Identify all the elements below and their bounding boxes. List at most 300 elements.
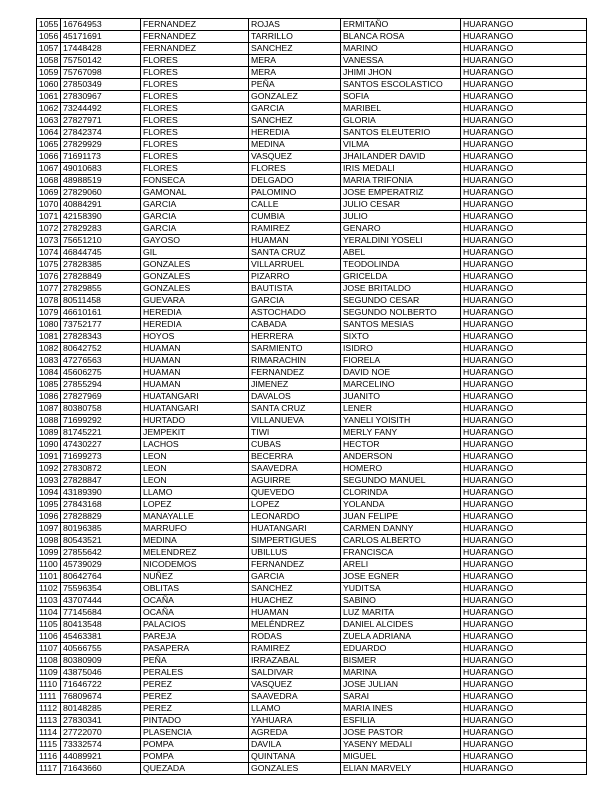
paternal-surname-cell: HEREDIA: [141, 319, 249, 331]
locality-cell: HUARANGO: [461, 739, 587, 751]
table-row: [37, 511, 587, 523]
locality-cell: HUARANGO: [461, 319, 587, 331]
given-names-cell: DANIEL ALCIDES: [341, 619, 461, 631]
dni-cell: 80148285: [61, 703, 141, 715]
dni-cell: 40884291: [61, 199, 141, 211]
table-row: [37, 127, 587, 139]
table-row: [37, 199, 587, 211]
locality-cell: HUARANGO: [461, 67, 587, 79]
row-number-cell: 1092: [37, 463, 61, 475]
given-names-cell: YERALDINI YOSELI: [341, 235, 461, 247]
locality-cell: HUARANGO: [461, 499, 587, 511]
table-row: [37, 751, 587, 763]
dni-cell: 80413548: [61, 619, 141, 631]
maternal-surname-cell: MERA: [249, 55, 341, 67]
table-row: [37, 679, 587, 691]
paternal-surname-cell: GIL: [141, 247, 249, 259]
paternal-surname-cell: PALACIOS: [141, 619, 249, 631]
table-row: [37, 427, 587, 439]
locality-cell: HUARANGO: [461, 103, 587, 115]
table-row: [37, 691, 587, 703]
dni-cell: 27850349: [61, 79, 141, 91]
given-names-cell: ISIDRO: [341, 343, 461, 355]
table-row: [37, 163, 587, 175]
paternal-surname-cell: FLORES: [141, 91, 249, 103]
row-number-cell: 1103: [37, 595, 61, 607]
maternal-surname-cell: QUINTANA: [249, 751, 341, 763]
locality-cell: HUARANGO: [461, 655, 587, 667]
maternal-surname-cell: SALDIVAR: [249, 667, 341, 679]
paternal-surname-cell: FLORES: [141, 115, 249, 127]
locality-cell: HUARANGO: [461, 151, 587, 163]
given-names-cell: SEGUNDO CESAR: [341, 295, 461, 307]
row-number-cell: 1057: [37, 43, 61, 55]
given-names-cell: JOSE EGNER: [341, 571, 461, 583]
locality-cell: HUARANGO: [461, 595, 587, 607]
given-names-cell: JULIO: [341, 211, 461, 223]
row-number-cell: 1079: [37, 307, 61, 319]
given-names-cell: SABINO: [341, 595, 461, 607]
row-number-cell: 1056: [37, 31, 61, 43]
paternal-surname-cell: FLORES: [141, 127, 249, 139]
given-names-cell: MARIA INES: [341, 703, 461, 715]
paternal-surname-cell: POMPA: [141, 739, 249, 751]
maternal-surname-cell: FERNANDEZ: [249, 559, 341, 571]
row-number-cell: 1111: [37, 691, 61, 703]
dni-cell: 46610161: [61, 307, 141, 319]
maternal-surname-cell: SIMPERTIGUES: [249, 535, 341, 547]
row-number-cell: 1107: [37, 643, 61, 655]
paternal-surname-cell: POMPA: [141, 751, 249, 763]
locality-cell: HUARANGO: [461, 331, 587, 343]
given-names-cell: JOSE BRITALDO: [341, 283, 461, 295]
dni-cell: 73752177: [61, 319, 141, 331]
row-number-cell: 1090: [37, 439, 61, 451]
given-names-cell: EDUARDO: [341, 643, 461, 655]
paternal-surname-cell: OBLITAS: [141, 583, 249, 595]
given-names-cell: HECTOR: [341, 439, 461, 451]
table-row: [37, 319, 587, 331]
given-names-cell: SANTOS ESCOLASTICO: [341, 79, 461, 91]
given-names-cell: ABEL: [341, 247, 461, 259]
given-names-cell: ESFILIA: [341, 715, 461, 727]
locality-cell: HUARANGO: [461, 283, 587, 295]
paternal-surname-cell: HUAMAN: [141, 367, 249, 379]
given-names-cell: LENER: [341, 403, 461, 415]
given-names-cell: YUDITSA: [341, 583, 461, 595]
given-names-cell: JOSE EMPERATRIZ: [341, 187, 461, 199]
table-row: [37, 271, 587, 283]
voter-list-page: [36, 18, 587, 775]
locality-cell: HUARANGO: [461, 679, 587, 691]
table-row: [37, 451, 587, 463]
table-row: [37, 523, 587, 535]
table-row: [37, 391, 587, 403]
locality-cell: HUARANGO: [461, 571, 587, 583]
dni-cell: 27829283: [61, 223, 141, 235]
locality-cell: HUARANGO: [461, 727, 587, 739]
maternal-surname-cell: AGREDA: [249, 727, 341, 739]
dni-cell: 42158390: [61, 211, 141, 223]
table-row: [37, 559, 587, 571]
paternal-surname-cell: HURTADO: [141, 415, 249, 427]
row-number-cell: 1077: [37, 283, 61, 295]
paternal-surname-cell: HUAMAN: [141, 343, 249, 355]
paternal-surname-cell: GONZALES: [141, 259, 249, 271]
given-names-cell: MARCELINO: [341, 379, 461, 391]
table-row: [37, 31, 587, 43]
given-names-cell: TEODOLINDA: [341, 259, 461, 271]
row-number-cell: 1096: [37, 511, 61, 523]
locality-cell: HUARANGO: [461, 235, 587, 247]
maternal-surname-cell: SANCHEZ: [249, 115, 341, 127]
locality-cell: HUARANGO: [461, 607, 587, 619]
given-names-cell: SEGUNDO MANUEL: [341, 475, 461, 487]
given-names-cell: CARMEN DANNY: [341, 523, 461, 535]
paternal-surname-cell: FERNANDEZ: [141, 43, 249, 55]
dni-cell: 45606275: [61, 367, 141, 379]
dni-cell: 27828847: [61, 475, 141, 487]
row-number-cell: 1115: [37, 739, 61, 751]
dni-cell: 27829060: [61, 187, 141, 199]
locality-cell: HUARANGO: [461, 259, 587, 271]
dni-cell: 71699273: [61, 451, 141, 463]
given-names-cell: GENARO: [341, 223, 461, 235]
given-names-cell: YOLANDA: [341, 499, 461, 511]
locality-cell: HUARANGO: [461, 583, 587, 595]
given-names-cell: MARIA TRIFONIA: [341, 175, 461, 187]
row-number-cell: 1105: [37, 619, 61, 631]
table-row: [37, 643, 587, 655]
maternal-surname-cell: SANTA CRUZ: [249, 403, 341, 415]
paternal-surname-cell: PEREZ: [141, 679, 249, 691]
dni-cell: 75651210: [61, 235, 141, 247]
dni-cell: 27855294: [61, 379, 141, 391]
table-row: [37, 619, 587, 631]
table-row: [37, 43, 587, 55]
row-number-cell: 1066: [37, 151, 61, 163]
given-names-cell: ARELI: [341, 559, 461, 571]
locality-cell: HUARANGO: [461, 439, 587, 451]
row-number-cell: 1099: [37, 547, 61, 559]
maternal-surname-cell: BAUTISTA: [249, 283, 341, 295]
locality-cell: HUARANGO: [461, 55, 587, 67]
maternal-surname-cell: CABADA: [249, 319, 341, 331]
maternal-surname-cell: FERNANDEZ: [249, 367, 341, 379]
row-number-cell: 1082: [37, 343, 61, 355]
row-number-cell: 1091: [37, 451, 61, 463]
paternal-surname-cell: GAYOSO: [141, 235, 249, 247]
table-row: [37, 355, 587, 367]
maternal-surname-cell: MERA: [249, 67, 341, 79]
locality-cell: HUARANGO: [461, 379, 587, 391]
voter-table-body: [37, 19, 587, 775]
locality-cell: HUARANGO: [461, 559, 587, 571]
dni-cell: 77145684: [61, 607, 141, 619]
row-number-cell: 1081: [37, 331, 61, 343]
maternal-surname-cell: TIWI: [249, 427, 341, 439]
dni-cell: 27828849: [61, 271, 141, 283]
maternal-surname-cell: BECERRA: [249, 451, 341, 463]
paternal-surname-cell: FERNANDEZ: [141, 19, 249, 31]
paternal-surname-cell: FONSECA: [141, 175, 249, 187]
row-number-cell: 1109: [37, 667, 61, 679]
given-names-cell: FRANCISCA: [341, 547, 461, 559]
table-row: [37, 655, 587, 667]
dni-cell: 71699292: [61, 415, 141, 427]
table-row: [37, 667, 587, 679]
row-number-cell: 1088: [37, 415, 61, 427]
maternal-surname-cell: AGUIRRE: [249, 475, 341, 487]
locality-cell: HUARANGO: [461, 715, 587, 727]
given-names-cell: MERLY FANY: [341, 427, 461, 439]
dni-cell: 43189390: [61, 487, 141, 499]
given-names-cell: JUAN FELIPE: [341, 511, 461, 523]
dni-cell: 71646722: [61, 679, 141, 691]
locality-cell: HUARANGO: [461, 451, 587, 463]
table-row: [37, 379, 587, 391]
paternal-surname-cell: FLORES: [141, 67, 249, 79]
table-row: [37, 439, 587, 451]
given-names-cell: SANTOS ELEUTERIO: [341, 127, 461, 139]
paternal-surname-cell: FLORES: [141, 79, 249, 91]
dni-cell: 27829929: [61, 139, 141, 151]
table-row: [37, 595, 587, 607]
given-names-cell: FIORELA: [341, 355, 461, 367]
given-names-cell: JHIMI JHON: [341, 67, 461, 79]
locality-cell: HUARANGO: [461, 271, 587, 283]
table-row: [37, 295, 587, 307]
given-names-cell: MARIBEL: [341, 103, 461, 115]
dni-cell: 27829855: [61, 283, 141, 295]
maternal-surname-cell: SAAVEDRA: [249, 463, 341, 475]
dni-cell: 76809674: [61, 691, 141, 703]
paternal-surname-cell: QUEZADA: [141, 763, 249, 775]
paternal-surname-cell: PERALES: [141, 667, 249, 679]
row-number-cell: 1100: [37, 559, 61, 571]
locality-cell: HUARANGO: [461, 19, 587, 31]
dni-cell: 17448428: [61, 43, 141, 55]
locality-cell: HUARANGO: [461, 523, 587, 535]
maternal-surname-cell: ROJAS: [249, 19, 341, 31]
locality-cell: HUARANGO: [461, 163, 587, 175]
row-number-cell: 1084: [37, 367, 61, 379]
table-row: [37, 187, 587, 199]
maternal-surname-cell: RIMARACHIN: [249, 355, 341, 367]
paternal-surname-cell: HOYOS: [141, 331, 249, 343]
row-number-cell: 1055: [37, 19, 61, 31]
voter-table: [36, 18, 587, 775]
given-names-cell: HOMERO: [341, 463, 461, 475]
paternal-surname-cell: HUATANGARI: [141, 391, 249, 403]
paternal-surname-cell: HUATANGARI: [141, 403, 249, 415]
locality-cell: HUARANGO: [461, 703, 587, 715]
paternal-surname-cell: MANAYALLE: [141, 511, 249, 523]
paternal-surname-cell: LEON: [141, 475, 249, 487]
maternal-surname-cell: SANTA CRUZ: [249, 247, 341, 259]
row-number-cell: 1071: [37, 211, 61, 223]
dni-cell: 27842374: [61, 127, 141, 139]
locality-cell: HUARANGO: [461, 475, 587, 487]
dni-cell: 43875046: [61, 667, 141, 679]
locality-cell: HUARANGO: [461, 367, 587, 379]
locality-cell: HUARANGO: [461, 631, 587, 643]
row-number-cell: 1080: [37, 319, 61, 331]
locality-cell: HUARANGO: [461, 295, 587, 307]
paternal-surname-cell: GAMONAL: [141, 187, 249, 199]
table-row: [37, 343, 587, 355]
table-row: [37, 487, 587, 499]
maternal-surname-cell: VASQUEZ: [249, 151, 341, 163]
locality-cell: HUARANGO: [461, 91, 587, 103]
paternal-surname-cell: GONZALES: [141, 283, 249, 295]
dni-cell: 80543521: [61, 535, 141, 547]
maternal-surname-cell: YAHUARA: [249, 715, 341, 727]
paternal-surname-cell: FLORES: [141, 139, 249, 151]
row-number-cell: 1073: [37, 235, 61, 247]
given-names-cell: JULIO CESAR: [341, 199, 461, 211]
row-number-cell: 1069: [37, 187, 61, 199]
given-names-cell: SIXTO: [341, 331, 461, 343]
locality-cell: HUARANGO: [461, 763, 587, 775]
given-names-cell: MARINA: [341, 667, 461, 679]
row-number-cell: 1117: [37, 763, 61, 775]
locality-cell: HUARANGO: [461, 175, 587, 187]
dni-cell: 27828829: [61, 511, 141, 523]
row-number-cell: 1060: [37, 79, 61, 91]
maternal-surname-cell: GONZALES: [249, 763, 341, 775]
given-names-cell: MARINO: [341, 43, 461, 55]
dni-cell: 47430227: [61, 439, 141, 451]
dni-cell: 46844745: [61, 247, 141, 259]
dni-cell: 73244492: [61, 103, 141, 115]
dni-cell: 71691173: [61, 151, 141, 163]
row-number-cell: 1116: [37, 751, 61, 763]
locality-cell: HUARANGO: [461, 643, 587, 655]
table-row: [37, 535, 587, 547]
row-number-cell: 1101: [37, 571, 61, 583]
paternal-surname-cell: FLORES: [141, 55, 249, 67]
row-number-cell: 1113: [37, 715, 61, 727]
paternal-surname-cell: GONZALES: [141, 271, 249, 283]
locality-cell: HUARANGO: [461, 79, 587, 91]
maternal-surname-cell: VILLANUEVA: [249, 415, 341, 427]
row-number-cell: 1102: [37, 583, 61, 595]
table-row: [37, 547, 587, 559]
dni-cell: 80196385: [61, 523, 141, 535]
maternal-surname-cell: DELGADO: [249, 175, 341, 187]
maternal-surname-cell: VILLARRUEL: [249, 259, 341, 271]
locality-cell: HUARANGO: [461, 139, 587, 151]
dni-cell: 45739029: [61, 559, 141, 571]
table-row: [37, 631, 587, 643]
table-row: [37, 55, 587, 67]
row-number-cell: 1097: [37, 523, 61, 535]
table-row: [37, 235, 587, 247]
table-row: [37, 247, 587, 259]
paternal-surname-cell: PEÑA: [141, 655, 249, 667]
maternal-surname-cell: LLAMO: [249, 703, 341, 715]
given-names-cell: JOSE JULIAN: [341, 679, 461, 691]
given-names-cell: ELIAN MARVELY: [341, 763, 461, 775]
row-number-cell: 1067: [37, 163, 61, 175]
locality-cell: HUARANGO: [461, 427, 587, 439]
paternal-surname-cell: PEREZ: [141, 703, 249, 715]
paternal-surname-cell: GARCIA: [141, 223, 249, 235]
maternal-surname-cell: CUMBIA: [249, 211, 341, 223]
paternal-surname-cell: NUÑEZ: [141, 571, 249, 583]
dni-cell: 75767098: [61, 67, 141, 79]
paternal-surname-cell: PAREJA: [141, 631, 249, 643]
paternal-surname-cell: FERNANDEZ: [141, 31, 249, 43]
paternal-surname-cell: LEON: [141, 451, 249, 463]
dni-cell: 27827971: [61, 115, 141, 127]
table-row: [37, 727, 587, 739]
table-row: [37, 103, 587, 115]
paternal-surname-cell: PEREZ: [141, 691, 249, 703]
maternal-surname-cell: FLORES: [249, 163, 341, 175]
paternal-surname-cell: GARCIA: [141, 199, 249, 211]
paternal-surname-cell: MEDINA: [141, 535, 249, 547]
table-row: [37, 703, 587, 715]
maternal-surname-cell: SARMIENTO: [249, 343, 341, 355]
maternal-surname-cell: RAMIREZ: [249, 223, 341, 235]
dni-cell: 27828385: [61, 259, 141, 271]
given-names-cell: MIGUEL: [341, 751, 461, 763]
given-names-cell: ERMITAÑO: [341, 19, 461, 31]
given-names-cell: CLORINDA: [341, 487, 461, 499]
maternal-surname-cell: GARCIA: [249, 571, 341, 583]
dni-cell: 71643660: [61, 763, 141, 775]
paternal-surname-cell: GARCIA: [141, 211, 249, 223]
row-number-cell: 1078: [37, 295, 61, 307]
maternal-surname-cell: HUATANGARI: [249, 523, 341, 535]
maternal-surname-cell: HUAMAN: [249, 607, 341, 619]
maternal-surname-cell: GONZALEZ: [249, 91, 341, 103]
row-number-cell: 1061: [37, 91, 61, 103]
dni-cell: 45463381: [61, 631, 141, 643]
maternal-surname-cell: HUAMAN: [249, 235, 341, 247]
paternal-surname-cell: HEREDIA: [141, 307, 249, 319]
maternal-surname-cell: PIZARRO: [249, 271, 341, 283]
locality-cell: HUARANGO: [461, 43, 587, 55]
table-row: [37, 475, 587, 487]
row-number-cell: 1072: [37, 223, 61, 235]
dni-cell: 80511458: [61, 295, 141, 307]
row-number-cell: 1058: [37, 55, 61, 67]
row-number-cell: 1065: [37, 139, 61, 151]
row-number-cell: 1087: [37, 403, 61, 415]
dni-cell: 27830341: [61, 715, 141, 727]
dni-cell: 81745221: [61, 427, 141, 439]
maternal-surname-cell: IRRAZABAL: [249, 655, 341, 667]
given-names-cell: BLANCA ROSA: [341, 31, 461, 43]
maternal-surname-cell: LOPEZ: [249, 499, 341, 511]
locality-cell: HUARANGO: [461, 343, 587, 355]
paternal-surname-cell: FLORES: [141, 151, 249, 163]
paternal-surname-cell: LEON: [141, 463, 249, 475]
locality-cell: HUARANGO: [461, 307, 587, 319]
given-names-cell: JHAILANDER DAVID: [341, 151, 461, 163]
row-number-cell: 1064: [37, 127, 61, 139]
table-row: [37, 739, 587, 751]
table-row: [37, 175, 587, 187]
given-names-cell: JOSE PASTOR: [341, 727, 461, 739]
maternal-surname-cell: SANCHEZ: [249, 43, 341, 55]
given-names-cell: YASENY MEDALI: [341, 739, 461, 751]
table-row: [37, 763, 587, 775]
maternal-surname-cell: LEONARDO: [249, 511, 341, 523]
